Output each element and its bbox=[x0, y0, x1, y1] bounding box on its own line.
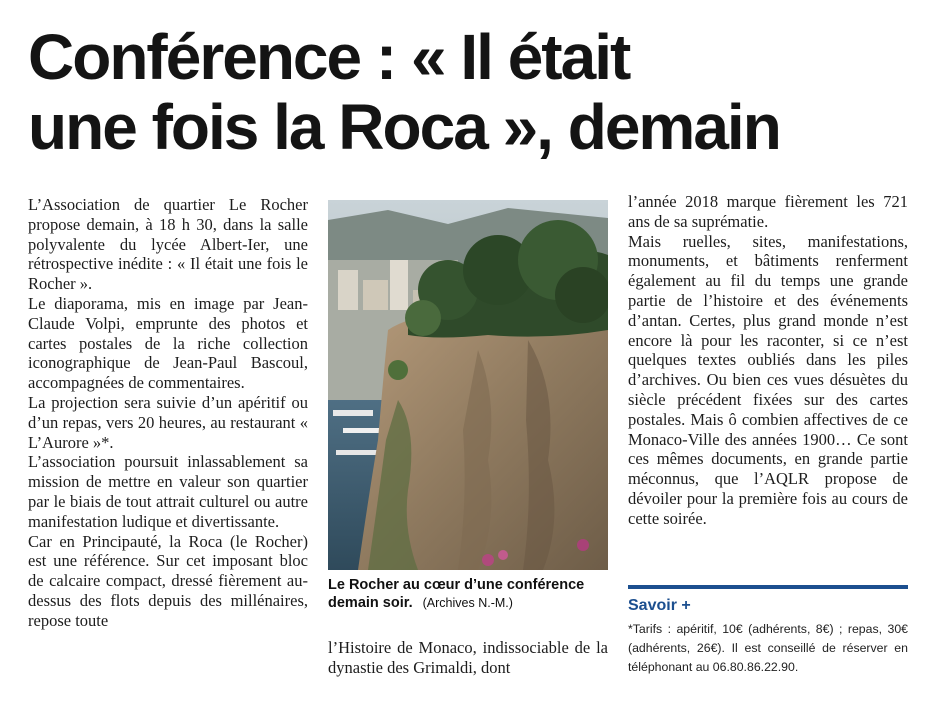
col3-paragraph-2: Mais ruelles, sites, manifestations, monuments, et bâtiments renferment également au fil du temps une grande partie de l’histoire et des événements d’antan. Certes, plus grand monde n’est encore là pour les raconter, si ce n’est quelques textes oubliés dans les piles d’archives. Ou bien ces vues désuètes du siècle précédent fixées sur des cartes postales. Mais ô combien affectives de ce Monaco-Ville des années 1900… Ce sont ces mêmes documents, en grande partie méconnus, que l’AQLR propose de dévoiler pour la première fois au cours de cette soirée. bbox=[628, 231, 908, 528]
col2-paragraph-1: l’Histoire de Monaco, indissociable de la dynastie des Grimaldi, dont bbox=[328, 638, 608, 677]
article-column-1 bbox=[28, 195, 308, 631]
rocher-photo-illustration bbox=[328, 200, 608, 570]
savoir-divider bbox=[628, 585, 908, 589]
photo-caption bbox=[328, 576, 608, 612]
savoir-title: Savoir + bbox=[628, 597, 691, 614]
article-headline bbox=[28, 22, 908, 162]
col1-paragraph-3: La projection sera suivie d’un apéritif ou d’un repas, vers 20 heures, au restaurant « L’Aurore »*. bbox=[28, 392, 308, 452]
caption-text: Le Rocher au cœur d’une conférence demain soir. bbox=[328, 577, 585, 611]
col3-paragraph-1: l’année 2018 marque fièrement les 721 ans de sa suprématie. bbox=[628, 192, 908, 231]
article-column-3 bbox=[628, 192, 908, 529]
col1-paragraph-1: L’Association de quartier Le Rocher propose demain, à 18 h 30, dans la salle polyvalente du lycée Albert-Ier, une rétrospective inédite : « Il était une fois le Rocher ». bbox=[28, 195, 308, 294]
caption-credit: (Archives N.-M.) bbox=[422, 596, 513, 610]
col1-paragraph-2: Le diaporama, mis en image par Jean-Claude Volpi, emprunte des photos et cartes postales de la riche collection iconographique de Jean-Paul Bascoul, accompagnées de commentaires. bbox=[28, 293, 308, 393]
col1-paragraph-5: Car en Principauté, la Roca (le Rocher) est une référence. Sur cet imposant bloc de calcaire compact, dressé fièrement au-dessus des flots depuis des millénaires, repose toute bbox=[28, 531, 308, 630]
headline-line-2: une fois la Roca », demain bbox=[28, 91, 780, 163]
col1-paragraph-4: L’association poursuit inlassablement sa mission de mettre en valeur son quartier par le biais de tout attrait culturel ou autre manifestation ludique et divertissante. bbox=[28, 452, 308, 531]
headline-line-1: Conférence : « Il était bbox=[28, 21, 630, 93]
rocher-photo bbox=[328, 200, 608, 570]
savoir-text: *Tarifs : apéritif, 10€ (adhérents, 8€) ; repas, 30€ (adhérents, 26€). Il est conseillé de réserver en téléphonant au 06.80.86.22.90. bbox=[628, 622, 908, 674]
article-column-2 bbox=[328, 638, 608, 678]
